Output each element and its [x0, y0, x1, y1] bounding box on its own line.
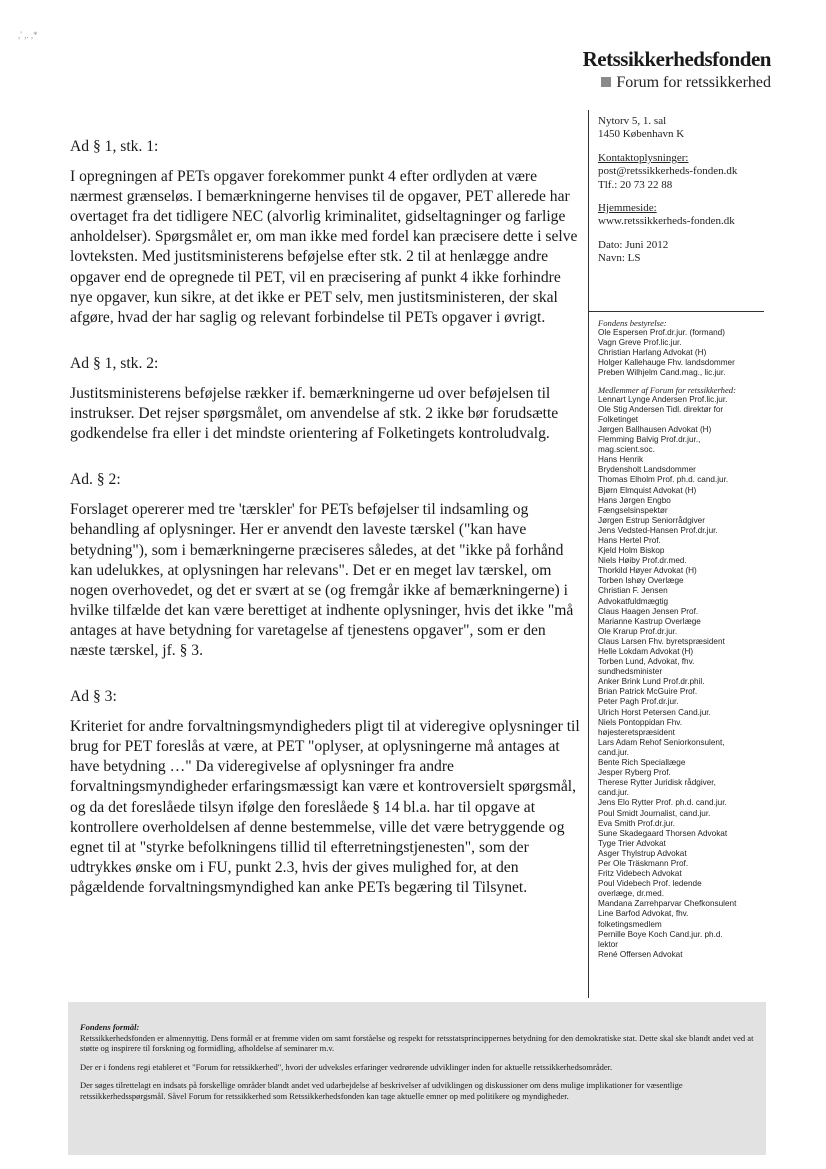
member-line: Tyge Trier Advokat: [598, 838, 666, 848]
contact-block: [598, 152, 778, 192]
member-line: Preben Wilhjelm Cand.mag., lic.jur.: [598, 368, 726, 378]
member-line: Kjeld Holm Biskop: [598, 546, 665, 556]
section-heading: Ad. § 2:: [70, 471, 121, 489]
date-text: Dato: Juni 2012: [598, 238, 669, 251]
date-block: [598, 239, 778, 266]
member-line: Thomas Elholm Prof. ph.d. cand.jur.: [598, 475, 729, 485]
member-line: Marianne Kastrup Overlæge: [598, 616, 701, 626]
member-line: Fritz Videbech Advokat: [598, 869, 682, 879]
address-line: Nytorv 5, 1. sal: [598, 115, 667, 127]
member-line: Jesper Ryberg Prof.: [598, 768, 671, 778]
square-icon: [601, 77, 611, 87]
address-line: 1450 København K: [598, 128, 685, 141]
member-line: højesteretspræsident: [598, 727, 675, 737]
member-line: Niels Høiby Prof.dr.med.: [598, 556, 687, 566]
member-line: Christian F. Jensen: [598, 586, 668, 596]
member-line: Torben Ishøy Overlæge: [598, 576, 684, 586]
member-line: Therese Rytter Juridisk rådgiver,: [598, 778, 716, 788]
member-line: Brydensholt Landsdommer: [598, 465, 696, 475]
member-line: overlæge, dr.med.: [598, 889, 664, 899]
member-line: Folketinget: [598, 414, 639, 424]
section-heading: Ad § 1, stk. 1:: [70, 138, 159, 155]
member-line: folketingsmedlem: [598, 919, 662, 929]
section-heading: Ad § 1, stk. 2:: [70, 354, 159, 372]
footer-purpose: [68, 1002, 766, 1155]
section-text: Kriteriet for andre forvaltningsmyndigheders pligt til at videregive oplysninger til brug for PET foreslås at være, at PET "oplyser, at oplysningerne må antages at have betydning …" Da videregivelse af oplysninger fra andre forvaltningsmyndigheder erfaringsmæssigt kan være et kontroversielt spørgsmål, og da det foreslåede tilsyn ifølge den foreslåede § 14 bl.a. har til opgave at kontrollere overholdelsen af denne bestemmelse, ville det være betryggende og egnet til at "styrke befolkningens tillid til efterretningstjenesten", som der udtrykkes ønske om i FU, punkt 2.3, hvis der gives mulighed for, at den pågældende forvaltningsmyndighed kan anke PETs begæring til Tilsynet.: [70, 718, 580, 896]
member-line: Fængselsinspektør: [598, 505, 668, 515]
name-text: Navn: LS: [598, 252, 641, 265]
section-4: [70, 687, 582, 898]
member-line: Mandana Zarrehparvar Chefkonsulent: [598, 899, 737, 909]
forum-heading: Medlemmer af Forum for retssikkerhed:: [598, 384, 736, 395]
member-line: Per Ole Träskmann Prof.: [598, 858, 689, 868]
member-line: Flemming Balvig Prof.dr.jur.,: [598, 435, 701, 445]
logo-title: Retssikkerhedsfonden: [582, 47, 771, 71]
sidebar-info: [598, 115, 778, 276]
member-line: Asger Thylstrup Advokat: [598, 848, 687, 858]
address-block: [598, 115, 778, 142]
member-line: Poul Smidt Journalist, cand.jur.: [598, 808, 711, 818]
web-label: Hjemmeside:: [598, 202, 657, 215]
section-text: Justitsministerens beføjelse rækker if. bemærkningerne ud over beføjelsen til instrukser. Det rejser spørgsmålet, om anvendelse af stk. 2 ikke bør forudsætte godkendelse fra eller i det mindste orientering af Folketingets kontroludvalg.: [70, 384, 559, 443]
member-line: Line Barfod Advokat, fhv.: [598, 909, 689, 919]
member-line: cand.jur.: [598, 788, 629, 798]
member-line: Ole Espersen Prof.dr.jur. (formand): [598, 328, 725, 338]
web-url[interactable]: www.retssikkerheds-fonden.dk: [598, 215, 735, 228]
member-line: Lars Adam Rehof Seniorkonsulent,: [598, 737, 725, 747]
board-heading: Fondens bestyrelse:: [598, 318, 667, 328]
section-text: Forslaget opererer med tre 'tærskler' for PETs beføjelser til indsamling og behandling af oplysninger. Her er anvendt den laveste tærskel ("kan have betydning"), som i bemærkningerne præciseres således, at det "ikke på forhånd kan udelukkes, at oplysningen har relevans". Det er en meget lav tærskel, om nogen overhovedet, og det er svært at se (og fremgår ikke af bemærkningerne) i hvilke tilfælde det kan være berettiget at indhente oplysninger, hvis det ikke "må antages at have betydning for varetagelse af tjenestens opgaver", som er den næste tærskel, jf. § 3.: [70, 501, 574, 659]
member-line: Ulrich Horst Petersen Cand.jur.: [598, 707, 711, 717]
contact-phone: Tlf.: 20 73 22 88: [598, 178, 673, 191]
footer-heading: Fondens formål:: [80, 1022, 140, 1032]
footer-paragraph: Der er i fondens regi etableret et "Forum for retssikkerhed", hvori der udveksles erfaringer vedrørende udviklinger inden for aktuelle retssikkerhedsområder.: [80, 1061, 613, 1072]
members-panel: [598, 318, 778, 960]
member-line: Helle Lokdam Advokat (H): [598, 647, 694, 656]
member-line: Jens Vedsted-Hansen Prof.dr.jur.: [598, 525, 718, 535]
member-line: Jens Elo Rytter Prof. ph.d. cand.jur.: [598, 798, 727, 808]
member-line: cand.jur.: [598, 747, 629, 757]
section-text: I opregningen af PETs opgaver forekommer punkt 4 efter ordlyden at være nærmest grænseløs. I bemærkningerne henvises til de opgaver, PET allerede har overtaget fra det tidligere NEC (alvorlig kriminalitet, gidseltagninger og farlige anholdelser). Spørgsmålet er, om man ikke med fordel kan præcisere dette i selve lovteksten. Med justitsministerens beføjelse efter stk. 2 til at henlægge andre opgaver end de opregnede til PET, vil en præcisering af punkt 4 ikke forhindre nye opgaver, kun sikre, at det ikke er PET selv, men justitsministeren, der skal afgøre, hvad der har saglig og relevant forbindelse til PETs opgaver i øvrigt.: [70, 168, 578, 326]
member-line: Brian Patrick McGuire Prof.: [598, 687, 698, 697]
section-2: [70, 354, 582, 444]
member-line: Claus Haagen Jensen Prof.: [598, 606, 699, 616]
member-line: Claus Larsen Fhv. byretspræsident: [598, 636, 725, 646]
member-line: Eva Smith Prof.dr.jur.: [598, 818, 675, 828]
member-line: Christian Harlang Advokat (H): [598, 348, 707, 358]
member-line: Vagn Greve Prof.lic.jur.: [598, 338, 682, 348]
member-line: Holger Kallehauge Fhv. landsdommer: [598, 358, 735, 368]
footer-paragraph: Der søges tilrettelagt en indsats på forskellige områder blandt andet ved udarbejdelse af beskrivelser af udviklingen og diskussioner om dens mulige implikationer for væsentlige retssikkerhedsspørgsmål. Såvel Forum for retssikkerhed som Retssikkerhedsfonden kan tage aktuelle emner op med politikere og myndigheder.: [80, 1080, 683, 1101]
section-3: [70, 470, 582, 661]
member-line: Hans Hertel Prof.: [598, 535, 661, 545]
member-line: Torben Lund, Advokat, fhv.: [598, 657, 695, 667]
board-list: [598, 328, 778, 378]
member-line: Sune Skadegaard Thorsen Advokat: [598, 828, 728, 838]
member-line: Hans Jørgen Engbo: [598, 495, 671, 505]
logo-subtitle: [583, 74, 771, 92]
member-line: Advokatfuldmægtig: [598, 596, 669, 606]
contact-label: Kontaktoplysninger:: [598, 151, 689, 164]
member-line: Ole Stig Andersen Tidl. direktør for: [598, 404, 724, 414]
member-line: Poul Videbech Prof. ledende: [598, 879, 702, 889]
section-heading: Ad § 3:: [70, 688, 117, 706]
member-line: mag.scient.soc.: [598, 445, 655, 455]
horizontal-divider: [588, 311, 764, 312]
member-line: lektor: [598, 939, 619, 949]
member-line: Anker Brink Lund Prof.dr.phil.: [598, 677, 705, 687]
member-line: Bente Rich Speciallæge: [598, 758, 686, 768]
main-content: [70, 137, 582, 924]
web-block: [598, 202, 778, 229]
member-line: Hans Henrik: [598, 455, 644, 465]
scan-mark: ,' ,. ,*: [18, 30, 38, 40]
forum-list: [598, 395, 778, 960]
footer-paragraph: Retssikkerhedsfonden er almennyttig. Dens formål er at fremme viden om samt forståelse og respekt for retsstatsprincippernes betydning for den demokratiske stat. Dette skal ske blandt andet ved at støtte og inspirere til forskning og formidling, afholdelse af seminarer m.v.: [80, 1032, 754, 1054]
member-line: René Offersen Advokat: [598, 949, 683, 959]
contact-email[interactable]: post@retssikkerheds-fonden.dk: [598, 165, 738, 178]
member-line: sundhedsminister: [598, 667, 663, 677]
member-line: Jørgen Ballhausen Advokat (H): [598, 424, 712, 434]
member-line: Bjørn Elmquist Advokat (H): [598, 485, 697, 495]
member-line: Jørgen Estrup Seniorrådgiver: [598, 515, 705, 525]
member-line: Pernille Boye Koch Cand.jur. ph.d.: [598, 929, 723, 939]
member-line: Ole Krarup Prof.dr.jur.: [598, 626, 678, 636]
member-line: Peter Pagh Prof.dr.jur.: [598, 697, 679, 707]
section-1: [70, 137, 582, 328]
logo: [583, 47, 771, 92]
member-line: Niels Pontoppidan Fhv.: [598, 717, 683, 727]
member-line: Thorkild Høyer Advokat (H): [598, 566, 697, 576]
member-line: Lennart Lynge Andersen Prof.lic.jur.: [598, 394, 728, 404]
logo-subtitle-text: Forum for retssikkerhed: [616, 74, 771, 91]
vertical-divider: [588, 110, 589, 998]
